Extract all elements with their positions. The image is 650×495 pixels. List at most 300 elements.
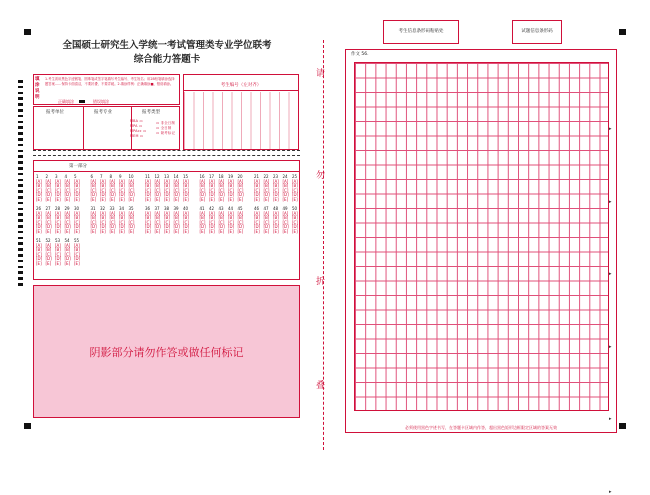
question-group bbox=[254, 207, 302, 234]
answer-bubble[interactable]: [C] bbox=[228, 219, 234, 225]
answer-bubble[interactable]: [D] bbox=[55, 224, 62, 229]
answer-bubble[interactable]: [C] bbox=[237, 219, 244, 225]
answer-bubble[interactable]: [C] bbox=[154, 187, 161, 193]
answer-bubble[interactable]: [C] bbox=[64, 219, 71, 225]
answer-bubble[interactable]: [A] bbox=[254, 178, 260, 184]
answer-bubble[interactable]: [E] bbox=[45, 228, 52, 234]
answer-bubble[interactable]: [C] bbox=[263, 187, 270, 193]
answer-bubble[interactable]: [C] bbox=[173, 219, 180, 225]
type-option-mpacc[interactable]: MPAcc ▭ bbox=[130, 129, 147, 133]
answer-bubble[interactable]: [D] bbox=[199, 224, 206, 229]
shaded-no-answer-area bbox=[33, 285, 300, 418]
answer-bubble[interactable]: [E] bbox=[100, 196, 106, 202]
answer-bubble[interactable]: [D] bbox=[254, 192, 261, 197]
fold-char-1: 请 bbox=[316, 69, 326, 79]
answer-bubble[interactable]: [E] bbox=[183, 196, 189, 202]
answer-bubble[interactable]: [E] bbox=[109, 196, 116, 202]
question-number: 48 bbox=[273, 206, 279, 211]
answer-bubble[interactable]: [C] bbox=[90, 219, 97, 225]
answer-bubble[interactable]: [A] bbox=[36, 210, 42, 216]
answer-bubble[interactable]: [B] bbox=[74, 247, 80, 252]
answer-bubble[interactable]: [E] bbox=[199, 196, 206, 202]
answer-bubble[interactable]: [C] bbox=[55, 251, 61, 257]
answer-bubble[interactable]: [B] bbox=[273, 215, 279, 220]
mode-option-parttime[interactable]: ▭ 非全日制 bbox=[156, 121, 176, 125]
answer-bubble[interactable]: [B] bbox=[209, 183, 215, 188]
answer-bubble[interactable]: [A] bbox=[36, 178, 42, 184]
answer-bubble[interactable]: [E] bbox=[128, 196, 135, 202]
answer-bubble[interactable]: [B] bbox=[36, 215, 42, 220]
answer-bubble[interactable]: [B] bbox=[254, 215, 260, 220]
answer-bubble[interactable]: [D] bbox=[292, 192, 299, 197]
answer-bubble[interactable]: [A] bbox=[199, 210, 206, 216]
answer-bubble[interactable]: [D] bbox=[119, 192, 126, 197]
answer-bubble[interactable]: [E] bbox=[273, 196, 279, 202]
answer-bubble[interactable]: [A] bbox=[209, 178, 215, 184]
answer-bubble[interactable]: [A] bbox=[90, 178, 97, 184]
answer-bubble[interactable]: [B] bbox=[263, 183, 270, 188]
answer-bubble[interactable]: [C] bbox=[154, 219, 161, 225]
answer-bubble[interactable]: [B] bbox=[237, 183, 244, 188]
answer-bubble[interactable]: [A] bbox=[173, 178, 180, 184]
answer-bubble[interactable]: [A] bbox=[109, 210, 116, 216]
answer-bubble[interactable]: [E] bbox=[119, 228, 125, 234]
answer-bubble[interactable]: [E] bbox=[292, 228, 298, 234]
answer-bubble[interactable]: [A] bbox=[145, 178, 151, 184]
answer-bubble[interactable]: [B] bbox=[74, 215, 80, 220]
answer-bubble[interactable]: [C] bbox=[55, 187, 61, 193]
mode-option-fulltime[interactable]: ▭ 全日制 bbox=[156, 126, 172, 130]
answer-bubble[interactable]: [B] bbox=[128, 215, 135, 220]
answer-bubble[interactable]: [B] bbox=[292, 183, 298, 188]
answer-bubble[interactable]: [E] bbox=[209, 196, 215, 202]
answer-bubble[interactable]: [C] bbox=[64, 187, 71, 193]
answer-bubble[interactable]: [E] bbox=[292, 196, 298, 202]
answer-bubble[interactable]: [D] bbox=[64, 192, 71, 197]
answer-bubble[interactable]: [C] bbox=[199, 219, 206, 225]
answer-bubble[interactable]: [D] bbox=[263, 224, 270, 229]
answer-bubble[interactable]: [C] bbox=[282, 187, 289, 193]
answer-bubble[interactable]: [C] bbox=[263, 219, 270, 225]
answer-bubble[interactable]: [D] bbox=[119, 224, 126, 229]
answer-bubble[interactable]: [C] bbox=[36, 219, 42, 225]
answer-bubble[interactable]: [B] bbox=[90, 183, 97, 188]
answer-bubble[interactable]: [E] bbox=[254, 228, 260, 234]
answer-bubble[interactable]: [A] bbox=[218, 210, 225, 216]
answer-bubble[interactable]: [A] bbox=[218, 178, 225, 184]
answer-bubble[interactable]: [D] bbox=[292, 224, 299, 229]
answer-bubble[interactable]: [D] bbox=[218, 192, 225, 197]
answer-bubble[interactable]: [B] bbox=[209, 215, 215, 220]
answer-bubble[interactable]: [B] bbox=[45, 183, 52, 188]
answer-bubble[interactable]: [A] bbox=[90, 210, 97, 216]
answer-bubble[interactable]: [C] bbox=[282, 219, 289, 225]
answer-bubble[interactable]: [C] bbox=[36, 251, 42, 257]
answer-bubble[interactable]: [C] bbox=[36, 187, 42, 193]
answer-bubble[interactable]: [E] bbox=[199, 228, 206, 234]
answer-bubble[interactable]: [C] bbox=[273, 187, 279, 193]
answer-bubble[interactable]: [C] bbox=[100, 187, 106, 193]
answer-bubble[interactable]: [A] bbox=[209, 210, 215, 216]
answer-bubble[interactable]: [E] bbox=[64, 196, 71, 202]
answer-bubble[interactable]: [E] bbox=[45, 260, 52, 266]
answer-bubble[interactable]: [D] bbox=[237, 192, 244, 197]
answer-bubble[interactable]: [E] bbox=[55, 228, 61, 234]
answer-bubble[interactable]: [C] bbox=[183, 219, 189, 225]
answer-bubble[interactable]: [E] bbox=[282, 196, 289, 202]
answer-bubble[interactable]: [E] bbox=[64, 228, 71, 234]
answer-bubble[interactable]: [B] bbox=[36, 247, 42, 252]
answer-bubble[interactable]: [B] bbox=[119, 183, 125, 188]
answer-bubble[interactable]: [D] bbox=[36, 256, 43, 261]
answer-bubble[interactable]: [A] bbox=[263, 210, 270, 216]
answer-bubble[interactable]: [B] bbox=[164, 183, 170, 188]
answer-bubble[interactable]: [A] bbox=[64, 178, 71, 184]
answer-bubble[interactable]: [D] bbox=[164, 192, 171, 197]
answer-bubble[interactable]: [B] bbox=[64, 247, 71, 252]
answer-bubble[interactable]: [B] bbox=[55, 183, 61, 188]
answer-bubble[interactable]: [B] bbox=[263, 215, 270, 220]
answer-bubble[interactable]: [C] bbox=[145, 219, 151, 225]
timing-mark bbox=[18, 144, 23, 147]
answer-bubble[interactable]: [A] bbox=[64, 242, 71, 248]
answer-bubble[interactable]: [D] bbox=[282, 224, 289, 229]
answer-bubble[interactable]: [C] bbox=[45, 187, 52, 193]
answer-bubble[interactable]: [A] bbox=[228, 178, 234, 184]
answer-bubble[interactable]: [E] bbox=[273, 228, 279, 234]
answer-bubble[interactable]: [A] bbox=[199, 178, 206, 184]
answer-bubble[interactable]: [D] bbox=[199, 192, 206, 197]
answer-bubble[interactable]: [B] bbox=[145, 215, 151, 220]
answer-bubble[interactable]: [A] bbox=[55, 178, 61, 184]
answer-bubble[interactable]: [A] bbox=[273, 210, 279, 216]
answer-bubble[interactable]: [E] bbox=[263, 228, 270, 234]
answer-bubble[interactable]: [E] bbox=[218, 228, 225, 234]
answer-bubble[interactable]: [E] bbox=[237, 196, 244, 202]
answer-bubble[interactable]: [D] bbox=[218, 224, 225, 229]
answer-bubble[interactable]: [E] bbox=[74, 228, 80, 234]
answer-bubble[interactable]: [E] bbox=[36, 228, 42, 234]
answer-bubble[interactable]: [A] bbox=[128, 210, 135, 216]
answer-bubble[interactable]: [C] bbox=[45, 219, 52, 225]
answer-bubble[interactable]: [D] bbox=[74, 192, 81, 197]
answer-bubble[interactable]: [E] bbox=[218, 196, 225, 202]
fold-char-2: 勿 bbox=[316, 171, 326, 181]
answer-bubble[interactable]: [B] bbox=[154, 183, 161, 188]
answer-bubble[interactable]: [C] bbox=[273, 219, 279, 225]
answer-bubble[interactable]: [D] bbox=[254, 224, 261, 229]
answer-bubble[interactable]: [B] bbox=[273, 183, 279, 188]
answer-bubble[interactable]: [C] bbox=[218, 219, 225, 225]
answer-bubble[interactable]: [B] bbox=[45, 215, 52, 220]
answer-bubble[interactable]: [D] bbox=[154, 192, 161, 197]
answer-bubble[interactable]: [B] bbox=[292, 215, 298, 220]
answer-bubble[interactable]: [C] bbox=[109, 187, 116, 193]
type-option-mba[interactable]: MBA ▭ bbox=[130, 119, 143, 123]
answer-bubble[interactable]: [C] bbox=[228, 187, 234, 193]
answer-bubble[interactable]: [E] bbox=[109, 228, 116, 234]
answer-bubble[interactable]: [D] bbox=[263, 192, 270, 197]
answer-bubble[interactable]: [B] bbox=[36, 183, 42, 188]
answer-bubble[interactable]: [D] bbox=[36, 224, 43, 229]
answer-bubble[interactable]: [A] bbox=[100, 210, 106, 216]
answer-bubble[interactable]: [A] bbox=[74, 210, 80, 216]
answer-bubble[interactable]: [D] bbox=[228, 192, 235, 197]
answer-bubble[interactable]: [A] bbox=[228, 210, 234, 216]
answer-bubble[interactable]: [D] bbox=[128, 224, 135, 229]
type-option-mpa[interactable]: MPA ▭ bbox=[130, 124, 143, 128]
answer-bubble[interactable]: [D] bbox=[90, 192, 97, 197]
answer-bubble[interactable]: [C] bbox=[74, 251, 80, 257]
answer-bubble[interactable]: [E] bbox=[237, 228, 244, 234]
answer-bubble[interactable]: [A] bbox=[109, 178, 116, 184]
answer-bubble[interactable]: [E] bbox=[145, 228, 151, 234]
answer-bubble[interactable]: [E] bbox=[209, 228, 215, 234]
answer-bubble[interactable]: [E] bbox=[128, 228, 135, 234]
answer-bubble[interactable]: [E] bbox=[64, 260, 71, 266]
answer-bubble[interactable]: [A] bbox=[74, 242, 80, 248]
answer-bubble[interactable]: [C] bbox=[183, 187, 189, 193]
answer-bubble[interactable]: [D] bbox=[64, 224, 71, 229]
answer-bubble[interactable]: [E] bbox=[263, 196, 270, 202]
answer-bubble[interactable]: [B] bbox=[154, 215, 161, 220]
answer-bubble[interactable]: [B] bbox=[128, 183, 135, 188]
separator-2 bbox=[33, 155, 300, 156]
answer-bubble[interactable]: [A] bbox=[45, 242, 52, 248]
question-number: 36 bbox=[145, 206, 151, 211]
answer-bubble[interactable]: [E] bbox=[154, 228, 161, 234]
answer-bubble[interactable]: [E] bbox=[90, 196, 97, 202]
answer-bubble[interactable]: [A] bbox=[282, 210, 289, 216]
answer-bubble[interactable]: [B] bbox=[183, 183, 189, 188]
answer-bubble[interactable]: [C] bbox=[119, 219, 125, 225]
question-group bbox=[254, 175, 302, 202]
answer-bubble[interactable]: [B] bbox=[218, 215, 225, 220]
answer-bubble[interactable]: [E] bbox=[145, 196, 151, 202]
answer-bubble[interactable]: [D] bbox=[173, 224, 180, 229]
answer-bubble[interactable]: [A] bbox=[183, 210, 189, 216]
answer-bubble[interactable]: [E] bbox=[74, 196, 80, 202]
answer-bubble[interactable]: [D] bbox=[36, 192, 43, 197]
type-option-mem[interactable]: MEM ▭ bbox=[130, 134, 144, 138]
answer-bubble[interactable]: [C] bbox=[119, 187, 125, 193]
answer-bubble[interactable]: [A] bbox=[183, 178, 189, 184]
question-number: 30 bbox=[74, 206, 80, 211]
answer-bubble[interactable]: [B] bbox=[199, 215, 206, 220]
mode-option-absent[interactable]: ▭ 缺考标记 bbox=[156, 131, 176, 135]
answer-bubble[interactable]: [A] bbox=[154, 178, 161, 184]
answer-bubble[interactable]: [E] bbox=[90, 228, 97, 234]
answer-bubble[interactable]: [B] bbox=[119, 215, 125, 220]
answer-bubble[interactable]: [D] bbox=[282, 192, 289, 197]
timing-mark bbox=[18, 196, 23, 199]
answer-bubble[interactable]: [D] bbox=[145, 192, 152, 197]
answer-bubble[interactable]: [B] bbox=[164, 215, 170, 220]
answer-bubble[interactable]: [A] bbox=[55, 242, 61, 248]
answer-bubble[interactable]: [B] bbox=[100, 215, 106, 220]
answer-bubble[interactable]: [A] bbox=[119, 210, 125, 216]
essay-writing-grid[interactable] bbox=[354, 62, 609, 411]
answer-bubble[interactable]: [C] bbox=[237, 187, 244, 193]
answer-bubble[interactable]: [D] bbox=[74, 224, 81, 229]
answer-bubble[interactable]: [B] bbox=[109, 215, 116, 220]
answer-bubble[interactable]: [E] bbox=[228, 228, 234, 234]
answer-bubble[interactable]: [E] bbox=[228, 196, 234, 202]
answer-bubble[interactable]: [D] bbox=[228, 224, 235, 229]
answer-bubble[interactable]: [C] bbox=[74, 187, 80, 193]
answer-bubble[interactable]: [D] bbox=[90, 224, 97, 229]
answer-bubble[interactable]: [E] bbox=[36, 260, 42, 266]
answer-bubble[interactable]: [E] bbox=[173, 196, 180, 202]
answer-bubble[interactable]: [D] bbox=[100, 192, 107, 197]
answer-bubble[interactable]: [E] bbox=[45, 196, 52, 202]
answer-bubble[interactable]: [D] bbox=[55, 256, 62, 261]
answer-bubble[interactable]: [D] bbox=[109, 224, 116, 229]
answer-bubble[interactable]: [A] bbox=[254, 210, 260, 216]
answer-bubble[interactable]: [E] bbox=[55, 196, 61, 202]
answer-bubble[interactable]: [A] bbox=[292, 178, 298, 184]
answer-bubble[interactable]: [C] bbox=[254, 219, 260, 225]
answer-bubble[interactable]: [A] bbox=[145, 210, 151, 216]
answer-bubble[interactable]: [E] bbox=[164, 196, 170, 202]
answer-bubble[interactable]: [A] bbox=[173, 210, 180, 216]
answer-bubble[interactable]: [B] bbox=[228, 183, 234, 188]
answer-bubble[interactable]: [D] bbox=[209, 224, 216, 229]
answer-bubble[interactable]: [B] bbox=[173, 215, 180, 220]
answer-bubble[interactable]: [A] bbox=[273, 178, 279, 184]
answer-bubble[interactable]: [A] bbox=[292, 210, 298, 216]
answer-bubble[interactable]: [C] bbox=[90, 187, 97, 193]
answer-bubble[interactable]: [A] bbox=[263, 178, 270, 184]
answer-bubble[interactable]: [D] bbox=[237, 224, 244, 229]
answer-bubble[interactable]: [A] bbox=[64, 210, 71, 216]
answer-bubble[interactable]: [C] bbox=[254, 187, 260, 193]
answer-bubble[interactable]: [D] bbox=[45, 192, 52, 197]
answer-bubble[interactable]: [A] bbox=[100, 178, 106, 184]
answer-bubble[interactable]: [C] bbox=[64, 251, 71, 257]
answer-bubble[interactable]: [D] bbox=[209, 192, 216, 197]
answer-bubble[interactable]: [B] bbox=[90, 215, 97, 220]
answer-bubble[interactable]: [C] bbox=[145, 187, 151, 193]
answer-bubble[interactable]: [B] bbox=[145, 183, 151, 188]
answer-bubble[interactable]: [C] bbox=[55, 219, 61, 225]
answer-bubble[interactable]: [C] bbox=[292, 219, 298, 225]
answer-bubble[interactable]: [D] bbox=[45, 224, 52, 229]
answer-bubble[interactable]: [B] bbox=[64, 215, 71, 220]
question-number: 41 bbox=[199, 206, 205, 211]
answer-bubble[interactable]: [E] bbox=[282, 228, 289, 234]
answer-bubble[interactable]: [E] bbox=[119, 196, 125, 202]
answer-bubble[interactable]: [B] bbox=[237, 215, 244, 220]
answer-bubble[interactable]: [E] bbox=[183, 228, 189, 234]
answer-bubble[interactable]: [B] bbox=[183, 215, 189, 220]
answer-bubble[interactable]: [C] bbox=[45, 251, 52, 257]
answer-bubble[interactable]: [E] bbox=[154, 196, 161, 202]
answer-bubble[interactable]: [E] bbox=[55, 260, 61, 266]
answer-bubble[interactable]: [D] bbox=[273, 192, 280, 197]
answer-bubble[interactable]: [D] bbox=[109, 192, 116, 197]
answer-bubble[interactable]: [A] bbox=[128, 178, 135, 184]
question-group bbox=[200, 207, 248, 234]
answer-bubble[interactable]: [A] bbox=[45, 178, 52, 184]
answer-bubble[interactable]: [C] bbox=[128, 219, 135, 225]
answer-bubble[interactable]: [B] bbox=[55, 247, 61, 252]
answer-bubble[interactable]: [D] bbox=[100, 224, 107, 229]
answer-bubble[interactable]: [D] bbox=[55, 192, 62, 197]
answer-bubble[interactable]: [E] bbox=[100, 228, 106, 234]
answer-bubble[interactable]: [C] bbox=[292, 187, 298, 193]
answer-bubble[interactable]: [B] bbox=[45, 247, 52, 252]
answer-bubble[interactable]: [D] bbox=[64, 256, 71, 261]
answer-bubble[interactable]: [D] bbox=[173, 192, 180, 197]
registration-mark-bottom-left bbox=[24, 423, 31, 429]
answer-bubble[interactable]: [D] bbox=[154, 224, 161, 229]
answer-bubble[interactable]: [B] bbox=[228, 215, 234, 220]
answer-bubble[interactable]: [A] bbox=[154, 210, 161, 216]
answer-bubble[interactable]: [B] bbox=[55, 215, 61, 220]
answer-bubble[interactable]: [D] bbox=[145, 224, 152, 229]
answer-bubble[interactable]: [D] bbox=[74, 256, 81, 261]
answer-bubble[interactable]: [E] bbox=[36, 196, 42, 202]
answer-bubble[interactable]: [C] bbox=[100, 219, 106, 225]
answer-bubble[interactable]: [E] bbox=[173, 228, 180, 234]
answer-bubble[interactable]: [D] bbox=[273, 224, 280, 229]
question-number: 21 bbox=[254, 174, 260, 179]
answer-bubble[interactable]: [D] bbox=[128, 192, 135, 197]
answer-bubble[interactable]: [C] bbox=[209, 219, 215, 225]
answer-bubble[interactable]: [D] bbox=[183, 224, 190, 229]
answer-bubble[interactable]: [C] bbox=[164, 187, 170, 193]
answer-bubble[interactable]: [B] bbox=[218, 183, 225, 188]
answer-bubble[interactable]: [C] bbox=[209, 187, 215, 193]
answer-bubble[interactable]: [E] bbox=[164, 228, 170, 234]
answer-bubble[interactable]: [C] bbox=[74, 219, 80, 225]
answer-bubble[interactable]: [C] bbox=[218, 187, 225, 193]
answer-bubble[interactable]: [B] bbox=[254, 183, 260, 188]
answer-bubble[interactable]: [E] bbox=[74, 260, 80, 266]
answer-bubble[interactable]: [B] bbox=[199, 183, 206, 188]
answer-bubble[interactable]: [E] bbox=[254, 196, 260, 202]
answer-bubble[interactable]: [A] bbox=[237, 178, 244, 184]
answer-bubble[interactable]: [A] bbox=[36, 242, 42, 248]
answer-bubble[interactable]: [A] bbox=[164, 178, 170, 184]
answer-bubble[interactable]: [B] bbox=[282, 215, 289, 220]
answer-bubble[interactable]: [A] bbox=[237, 210, 244, 216]
answer-bubble[interactable]: [B] bbox=[100, 183, 106, 188]
answer-bubble[interactable]: [B] bbox=[109, 183, 116, 188]
answer-bubble[interactable]: [A] bbox=[282, 178, 289, 184]
answer-bubble[interactable]: [A] bbox=[74, 178, 80, 184]
answer-bubble[interactable]: [A] bbox=[164, 210, 170, 216]
signature-box bbox=[33, 106, 180, 150]
answer-bubble[interactable]: [B] bbox=[282, 183, 289, 188]
answer-bubble[interactable]: [B] bbox=[74, 183, 80, 188]
answer-bubble[interactable]: [D] bbox=[45, 256, 52, 261]
answer-bubble[interactable]: [A] bbox=[119, 178, 125, 184]
answer-bubble[interactable]: [C] bbox=[128, 187, 135, 193]
answer-bubble[interactable]: [C] bbox=[109, 219, 116, 225]
answer-bubble[interactable]: [C] bbox=[164, 219, 170, 225]
answer-bubble[interactable]: [A] bbox=[45, 210, 52, 216]
question-number: 26 bbox=[36, 206, 42, 211]
answer-bubble[interactable]: [B] bbox=[173, 183, 180, 188]
answer-bubble[interactable]: [D] bbox=[183, 192, 190, 197]
answer-bubble[interactable]: [C] bbox=[173, 187, 180, 193]
answer-bubble[interactable]: [B] bbox=[64, 183, 71, 188]
answer-bubble[interactable]: [D] bbox=[164, 224, 171, 229]
answer-bubble[interactable]: [A] bbox=[55, 210, 61, 216]
answer-bubble[interactable]: [C] bbox=[199, 187, 206, 193]
